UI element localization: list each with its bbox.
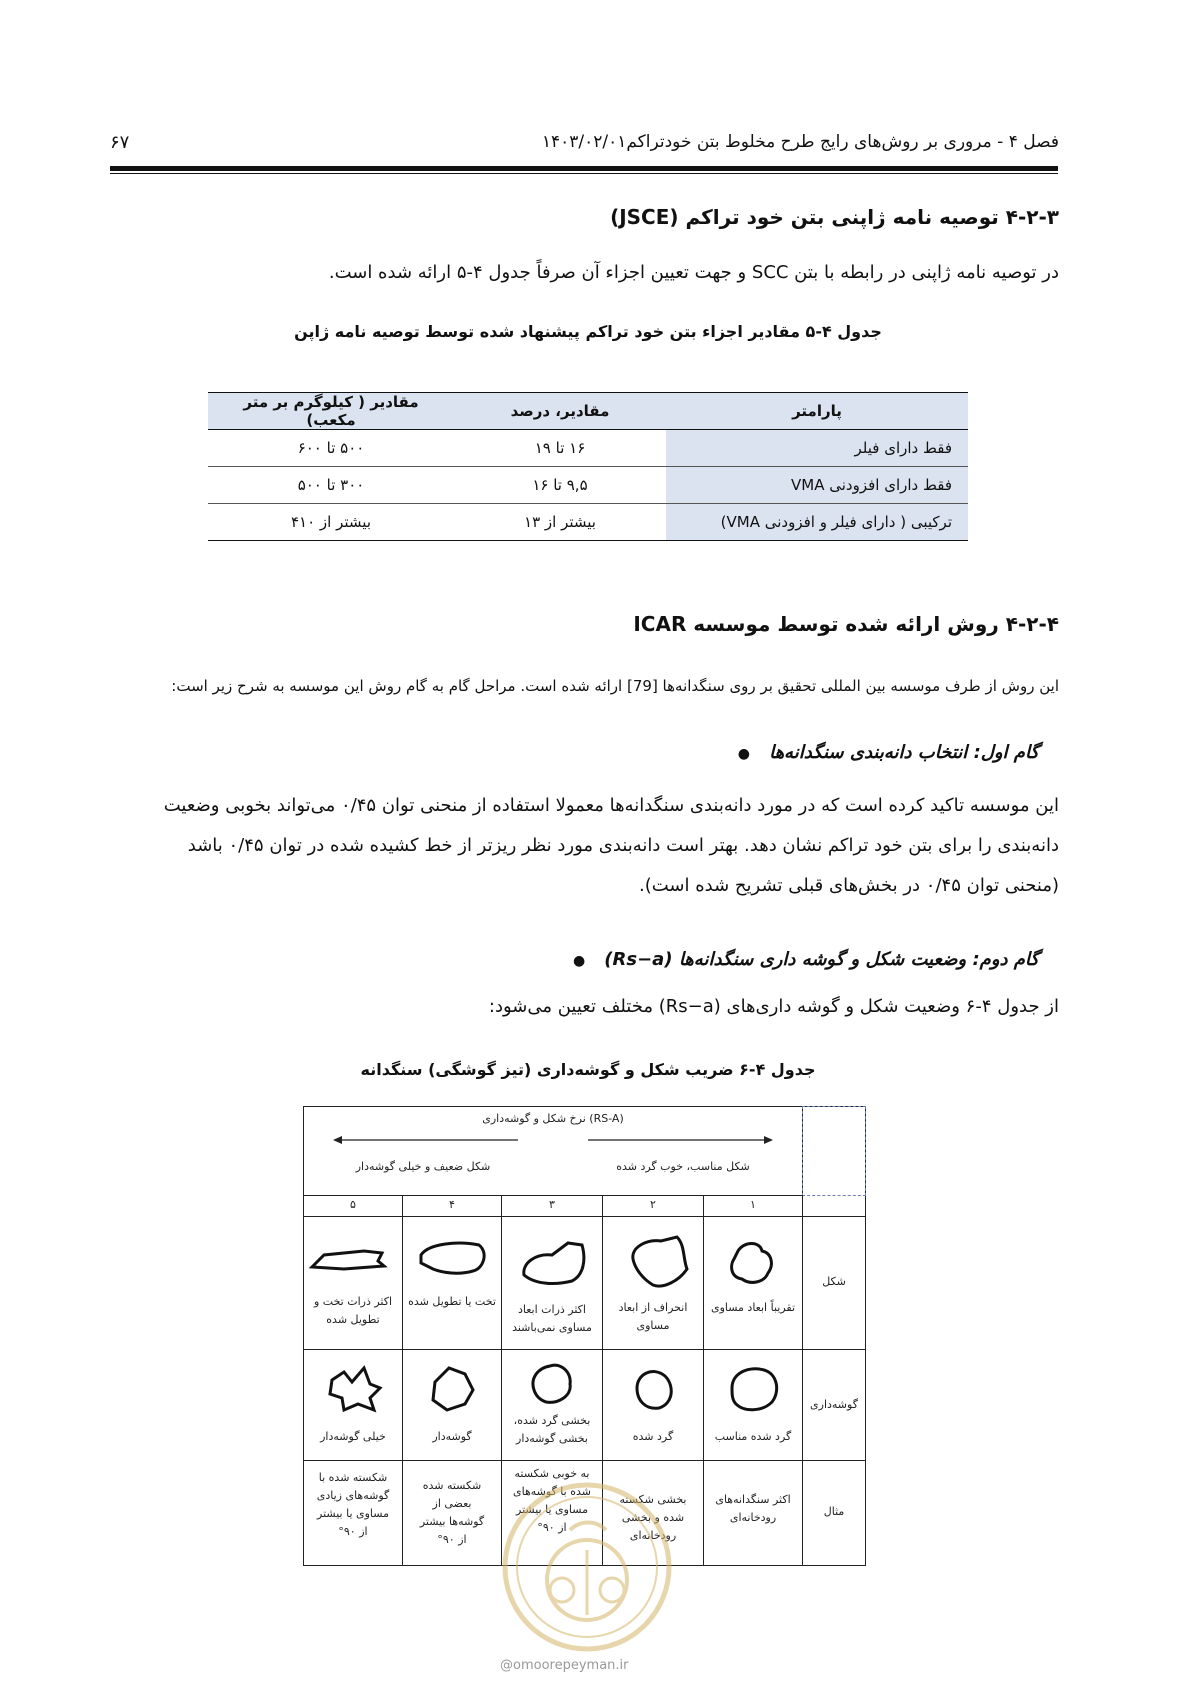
- table-row: [208, 504, 968, 541]
- column-number: ۵: [350, 1198, 356, 1211]
- section-heading-jsce: ۴-۲-۳ توصیه نامه ژاپنی بتن خود تراکم (JSCE): [610, 205, 1059, 229]
- angular-particle-icon: [403, 1358, 501, 1418]
- table-cell: فقط دارای افزودنی VMA: [666, 467, 968, 504]
- shape-description: اکثر ذرات ابعاد مساوی نمی‌باشند: [512, 1303, 592, 1334]
- bullet-dot-icon: ●: [572, 953, 586, 969]
- step1-line: (منحنی توان ۰/۴۵ در بخش‌های قبلی تشریح شده است).: [639, 875, 1059, 896]
- step1-line: این موسسه تاکید کرده است که در مورد دانه‌بندی سنگدانه‌ها معمولا استفاده از منحنی توان ۰/۴۵ می‌تواند بخوبی وضعیت: [163, 795, 1059, 816]
- example-description: شکسته شده با گوشه‌های زیادی مساوی یا بیشتر از ۹۰°: [316, 1471, 390, 1538]
- angularity-description: گوشه‌دار: [432, 1430, 472, 1443]
- table-row: [208, 430, 968, 467]
- table-header: پارامتر: [666, 393, 968, 430]
- right-arrow-label: شکل مناسب، خوب گرد شده: [616, 1160, 750, 1173]
- angularity-description: گرد شده: [632, 1430, 674, 1443]
- angularity-description: خیلی گوشه‌دار: [320, 1430, 386, 1443]
- table-cell: ۹,۵ تا ۱۶: [454, 467, 666, 504]
- row-label: گوشه‌داری: [810, 1398, 858, 1411]
- table-cell: بیشتر از ۱۳: [454, 504, 666, 541]
- watermark-seal-icon: [500, 1480, 675, 1655]
- bullet-dot-icon: ●: [737, 746, 750, 762]
- well-rounded-particle-icon: [704, 1358, 802, 1418]
- step2-heading: گام دوم: وضعیت شکل و گوشه داری سنگدانه‌ها (Rs−a): [604, 949, 1039, 970]
- angularity-description: گرد شده مناسب: [714, 1430, 792, 1443]
- table-caption: جدول ۴-۵ مقادیر اجزاء بتن خود تراکم پیشنهاد شده توسط توصیه نامه ژاپن: [294, 322, 882, 341]
- column-number: ۳: [549, 1198, 555, 1211]
- table-header: مقادیر ( کیلوگرم بر متر مکعب): [208, 393, 454, 430]
- step1-heading: گام اول: انتخاب دانه‌بندی سنگدانه‌ها: [769, 742, 1039, 763]
- equidimensional-particle-icon: [704, 1229, 802, 1293]
- step1-line: دانه‌بندی را برای بتن خود تراکم نشان دهد. بهتر است دانه‌بندی مورد نظر ریزتر از خط کشیده شده در توان ۰/۴۵ باشد: [187, 835, 1059, 856]
- direction-arrows-icon: [333, 1130, 773, 1150]
- table-row: [208, 467, 968, 504]
- page-number: ۶۷: [110, 132, 130, 153]
- shape-description: انحراف از ابعاد مساوی: [618, 1301, 688, 1332]
- watermark-site: @omoorepeyman.ir: [500, 1658, 629, 1673]
- running-header: فصل ۴ - مروری بر روش‌های رایج طرح مخلوط بتن خودتراکم۱۴۰۳/۰۲/۰۱: [541, 132, 1059, 152]
- section-paragraph-jsce: در توصیه نامه ژاپنی در رابطه با بتن SCC و جهت تعیین اجزاء آن صرفاً جدول ۴-۵ ارائه شده است.: [328, 262, 1059, 283]
- example-description: شکسته شده بعضی از گوشه‌ها بیشتر از ۹۰°: [419, 1479, 485, 1546]
- step2-paragraph: از جدول ۴-۶ وضعیت شکل و گوشه داری‌های (Rs−a) مختلف تعیین می‌شود:: [488, 996, 1059, 1017]
- shape-description: تقریباً ابعاد مساوی: [710, 1301, 796, 1314]
- elongated-particle-icon: [304, 1233, 402, 1283]
- table-header: مقادیر، درصد: [454, 393, 666, 430]
- bullet-step2: [573, 949, 1039, 970]
- column-number: ۱: [750, 1198, 756, 1211]
- irregular-particle-icon: [502, 1235, 600, 1291]
- table-cell: ترکیبی ( دارای فیلر و افزودنی VMA): [666, 504, 968, 541]
- corner-cell: [802, 1106, 866, 1196]
- angularity-description: بخشی گرد شده، بخشی گوشه‌دار: [513, 1414, 591, 1445]
- table-cell: ۱۶ تا ۱۹: [454, 430, 666, 467]
- shape-description: اکثر ذرات تخت و تطویل شده: [313, 1295, 393, 1326]
- example-description: اکثر سنگدانه‌های رودخانه‌ای: [715, 1493, 791, 1524]
- section-paragraph-icar: این روش از طرف موسسه بین المللی تحقیق بر روی سنگدانه‌ها [79] ارائه شده است. مراحل گام به گام روش این موسسه به شرح زیر است:: [171, 677, 1059, 695]
- table-caption: جدول ۴-۶ ضریب شکل و گوشه‌داری (تیز گوشگی) سنگدانه: [360, 1060, 816, 1079]
- example-description: بخشی شکسته شده و بخشی رودخانه‌ای: [619, 1493, 687, 1542]
- shape-description: تخت یا تطویل شده: [408, 1295, 496, 1308]
- subangular-particle-icon: [502, 1354, 600, 1408]
- flat-particle-icon: [403, 1233, 501, 1283]
- table-cell: ۳۰۰ تا ۵۰۰: [208, 467, 454, 504]
- table-cell: فقط دارای فیلر: [666, 430, 968, 467]
- table-cell: ۵۰۰ تا ۶۰۰: [208, 430, 454, 467]
- jsce-table: [208, 392, 968, 541]
- rounded-particle-icon: [603, 1358, 701, 1418]
- left-arrow-label: شکل ضعیف و خیلی گوشه‌دار: [355, 1160, 491, 1173]
- row-label: مثال: [823, 1505, 845, 1518]
- bullet-step1: [738, 742, 1039, 763]
- example-description: به خوبی شکسته شده با گوشه‌های مساوی یا بیشتر از ۹۰°: [513, 1467, 591, 1534]
- table-cell: بیشتر از ۴۱۰: [208, 504, 454, 541]
- step1-paragraph: [59, 786, 1059, 906]
- header-rule-thin: [110, 173, 1058, 174]
- rate-label: (RS-A) نرخ شکل و گوشه‌داری: [482, 1112, 624, 1125]
- row-label: شکل: [822, 1275, 846, 1288]
- column-number: ۲: [650, 1198, 656, 1211]
- section-heading-icar: ۴-۲-۴ روش ارائه شده توسط موسسه ICAR: [633, 612, 1059, 636]
- deviating-particle-icon: [603, 1229, 701, 1293]
- very-angular-particle-icon: [304, 1358, 402, 1418]
- column-number: ۴: [449, 1198, 455, 1211]
- header-rule: [110, 166, 1058, 171]
